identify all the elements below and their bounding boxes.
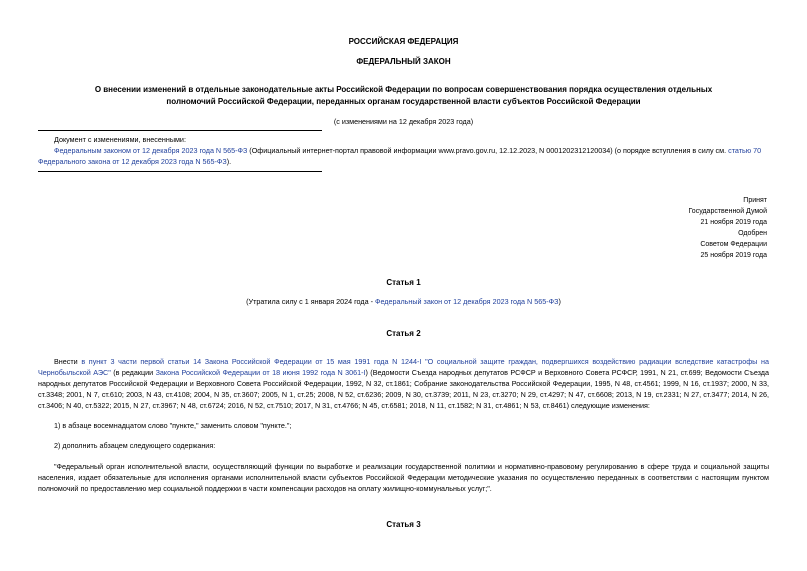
edition-note: (с изменениями на 12 декабря 2023 года) (333, 117, 474, 126)
title-line-1: О внесении изменений в отдельные законодательные акты Российской Федерации по вопросам совершенствования порядка осуществления отдельных (94, 85, 713, 94)
changes-link-article70[interactable]: статью 70 (728, 146, 762, 155)
article1-link[interactable]: Федеральный закон от 12 декабря 2023 года N 565-ФЗ (374, 297, 559, 306)
article2-sources: ) (Ведомости Съезда народных депутатов РСФСР и Верховного Совета РСФСР, 1991, N 21, ст.699; Ведомости Съезда народных депутатов Российской Федерации и Верховного Совета Российской Федерации, 1992, N 32, ст.1861; Собрание законодательства Российской Федерации, 1995, N 48, ст.4561; 1999, N 16, ст.1937; 2000, N 33, ст.3348; 2001, N 7, ст.610; 2003, N 43, ст.4108; 2004, N 35, ст.3607; 2005, N 1, ст.25; 2008, N 52, ст.6236; 2009, N 30, ст.3739; 2011, N 23, ст.3270; N 29, ст.4297; N 47, ст.6608; 2013, N 19, ст.2331; N 27, ст.3477; 2014, N 26, ст.3406; N 40, ст.5322; 2015, N 27, ст.3967; N 48, ст.6724; 2016, N 52, ст.7510; 2017, N 31, ст.4766; N 45, ст.6581; 2018, N 11, ст.1582; N 31, ст.4861; N 53, ст.8461) следующие изменения: (38, 368, 769, 410)
approved-body: Советом Федерации (700, 241, 767, 248)
article2-link-law1244[interactable]: в пункт 3 части первой статьи 14 Закона Российской Федерации от 15 мая 1991 года N 1244-I "О социальной защите граждан, подвергшихся воздействию радиации вследствие катастрофы на Чернобыльской АЭС" (38, 357, 769, 377)
article1-title: Статья 1 (386, 278, 421, 287)
article1-text (0, 296, 807, 307)
article1-end: ) (558, 297, 561, 306)
changes-source: (Официальный интернет-портал правовой информации www.pravo.gov.ru, 12.12.2023, N 0001202312120034) (о порядке вступления в силу см. (247, 146, 729, 155)
changes-link-565fz-2[interactable]: Федерального закона от 12 декабря 2023 года N 565-ФЗ (38, 157, 227, 166)
changes-divider-top (38, 130, 322, 131)
article2-paragraph1 (38, 356, 769, 411)
article3-title: Статья 3 (386, 520, 421, 529)
adopted-body: Государственной Думой (688, 208, 767, 215)
title-line-2: полномочий Российской Федерации, переданных органам государственной власти субъектов Российской Федерации (166, 97, 641, 106)
article1-note: (Утратила силу с 1 января 2024 года - (246, 297, 375, 306)
changes-text (38, 145, 769, 167)
changes-end: ). (226, 157, 232, 166)
changes-label: Документ с изменениями, внесенными: (54, 135, 186, 144)
changes-divider-bottom (38, 171, 322, 172)
article2-item2: 2) дополнить абзацем следующего содержания: (54, 441, 216, 450)
article2-intro: Внести (54, 357, 82, 366)
article2-quote: "Федеральный орган исполнительной власти, осуществляющий функции по выработке и реализации государственной политики и нормативно-правовому регулированию в сфере труда и социальной защиты населения, издает обязательные для исполнения органами исполнительной власти субъектов Российской Федерации методические указания по осуществлению переданных в соответствии с настоящим пунктом полномочий по предоставлению мер социальной поддержки в части компенсации расходов на оплату жилищно-коммунальных услуг;". (38, 462, 769, 493)
article2-link-law3061[interactable]: Закона Российской Федерации от 18 июня 1992 года N 3061-I (155, 368, 366, 377)
article2-edition: (в редакции (110, 368, 156, 377)
approved-date: 25 ноября 2019 года (700, 252, 767, 259)
approved-label: Одобрен (738, 230, 767, 237)
country-heading: РОССИЙСКАЯ ФЕДЕРАЦИЯ (348, 37, 459, 46)
adoption-block (587, 195, 767, 261)
changes-link-565fz[interactable]: Федеральным законом от 12 декабря 2023 года N 565-ФЗ (54, 146, 248, 155)
article2-item1: 1) в абзаце восемнадцатом слово "пункте," заменить словом "пункте."; (54, 421, 292, 430)
article2-title: Статья 2 (386, 329, 421, 338)
adopted-label: Принят (743, 197, 767, 204)
document-title (0, 84, 807, 108)
adopted-date: 21 ноября 2019 года (700, 219, 767, 226)
doc-type-heading: ФЕДЕРАЛЬНЫЙ ЗАКОН (356, 57, 451, 66)
